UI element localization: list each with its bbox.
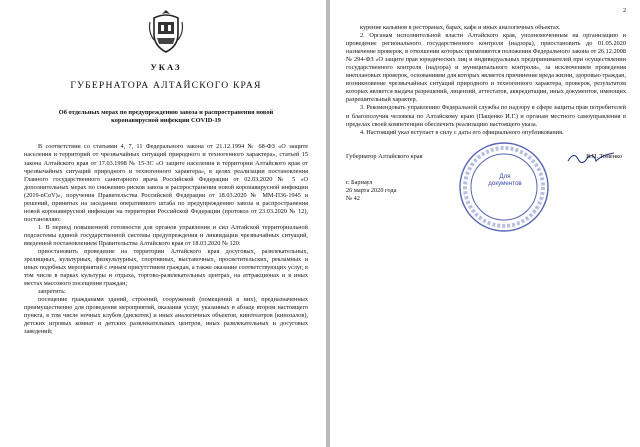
signer-role: Губернатор Алтайского края [346,152,423,160]
prohibit-paragraph: запретить: [38,288,66,296]
stamp-text [481,173,529,188]
decree-title: Об отдельных мерах по предупреждению завоза и распространения новой коронавирусной инфекции COVID-19 [58,109,274,125]
decree-label: УКАЗ [150,62,182,72]
stamp-line-1: Для [499,172,511,180]
coat-of-arms-icon [146,8,186,54]
place-date-number [346,179,396,203]
place: г. Барнаул [346,178,373,186]
intro-paragraph: В соответствии со статьями 4, 7, 11 Федерального закона от 21.12.1994 № 68-ФЗ «О защите населения и территорий от чрезвычайных ситуаций природного и техногенного характера», статьей 15 закона Алтайского края от 17.03.1998 № 15-ЗС «О защите населения и территории Алтайского края от чрезвычайных ситуаций природного и техногенного характера», в целях реализации постановления Главного государственного санитарного врача Российской Федерации от 02.03.2020 № 5 «О дополнительных мерах по снижению рисков завоза и распространения новой коронавирусной инфекции (2019-nCoV)», поручения Правительства Российской Федерации от 18.03.2020 № ММ-П36-1945 и решений, принятых на заседании оперативного штаба по предупреждению завоза и распространения новой коронавирусной инфекции на территории Российской Федерации (протокол от 23.03.2020 № 12), постановляю: [24,143,308,223]
issuer-heading: ГУБЕРНАТОРА АЛТАЙСКОГО КРАЯ [70,80,262,91]
item-4-paragraph: 4. Настоящий указ вступает в силу с даты его официального опубликования. [360,128,564,136]
decree-number: № 42 [346,194,360,202]
item-3-paragraph: 3. Рекомендовать управлению Федеральной службы по надзору в сфере защиты прав потребителей и благополучия человека по Алтайскому краю (Пащенко И.Г.) и органам местного самоуправления в пределах своей компетенции обеспечить реализацию настоящего указа. [346,104,626,128]
decree-date: 26 марта 2020 года [346,186,397,194]
continuation-paragraph: курение кальянов в ресторанах, барах, кафе и иных аналогичных объектах. [360,24,561,31]
signer-name: В.П. Томенко [586,152,622,160]
suspend-paragraph: приостановить проведение на территории Алтайского края досуговых, развлекательных, зрелищных, культурных, физкультурных, спортивных, выставочных, просветительских, рекламных и иных подобных мероприятий с очным присутствием граждан, а также оказание соответствующих услуг, в том числе в парках культуры и отдыха, торгово-развлекательных центрах, на аттракционах и в иных местах массового посещения граждан; [24,248,308,288]
visits-paragraph: посещение гражданами зданий, строений, сооружений (помещений в них), предназначенных преимущественно для проведения мероприятий, оказания услуг, указанных в абзаце втором настоящего пункта, в том числе ночных клубов (дискотек) и иных аналогичных объектов, кинотеатров (кинозалов), детских игровых комнат и детских развлекательных центров, иных развлекательных и досуговых заведений; [24,296,308,336]
item-1-paragraph: 1. В период повышенной готовности для органов управления и сил Алтайской территориальной подсистемы единой государственной системы предупреждения и ликвидации чрезвычайных ситуаций, введенной постановлением Правительства Алтайского края от 18.03.2020 № 120: [24,223,308,247]
stamp-line-2: документов [488,180,522,188]
signature-block [346,153,626,263]
item-2-paragraph: 2. Органам исполнительной власти Алтайского края, уполномоченным на организацию и проведение регионального государственного контроля (надзора), приостановить до 01.05.2020 назначение проверок, в отношении которых применяются положения Федерального закона от 26.12.2008 № 294-ФЗ «О защите прав юридических лиц и индивидуальных предпринимателей при осуществлении государственного контроля (надзора) и муниципального контроля», за исключением проведения внеплановых проверок, основаниями для которых является причинение вреда жизни, здоровью граждан, возникновение чрезвычайных ситуаций природного и техногенного характера, проверок, результатом которых является выдача разрешений, лицензий, аттестатов, аккредитации, иных документов, имеющих разрешительный характер. [346,32,626,104]
page-number: 2 [623,8,626,14]
document-page-2 [330,0,640,447]
